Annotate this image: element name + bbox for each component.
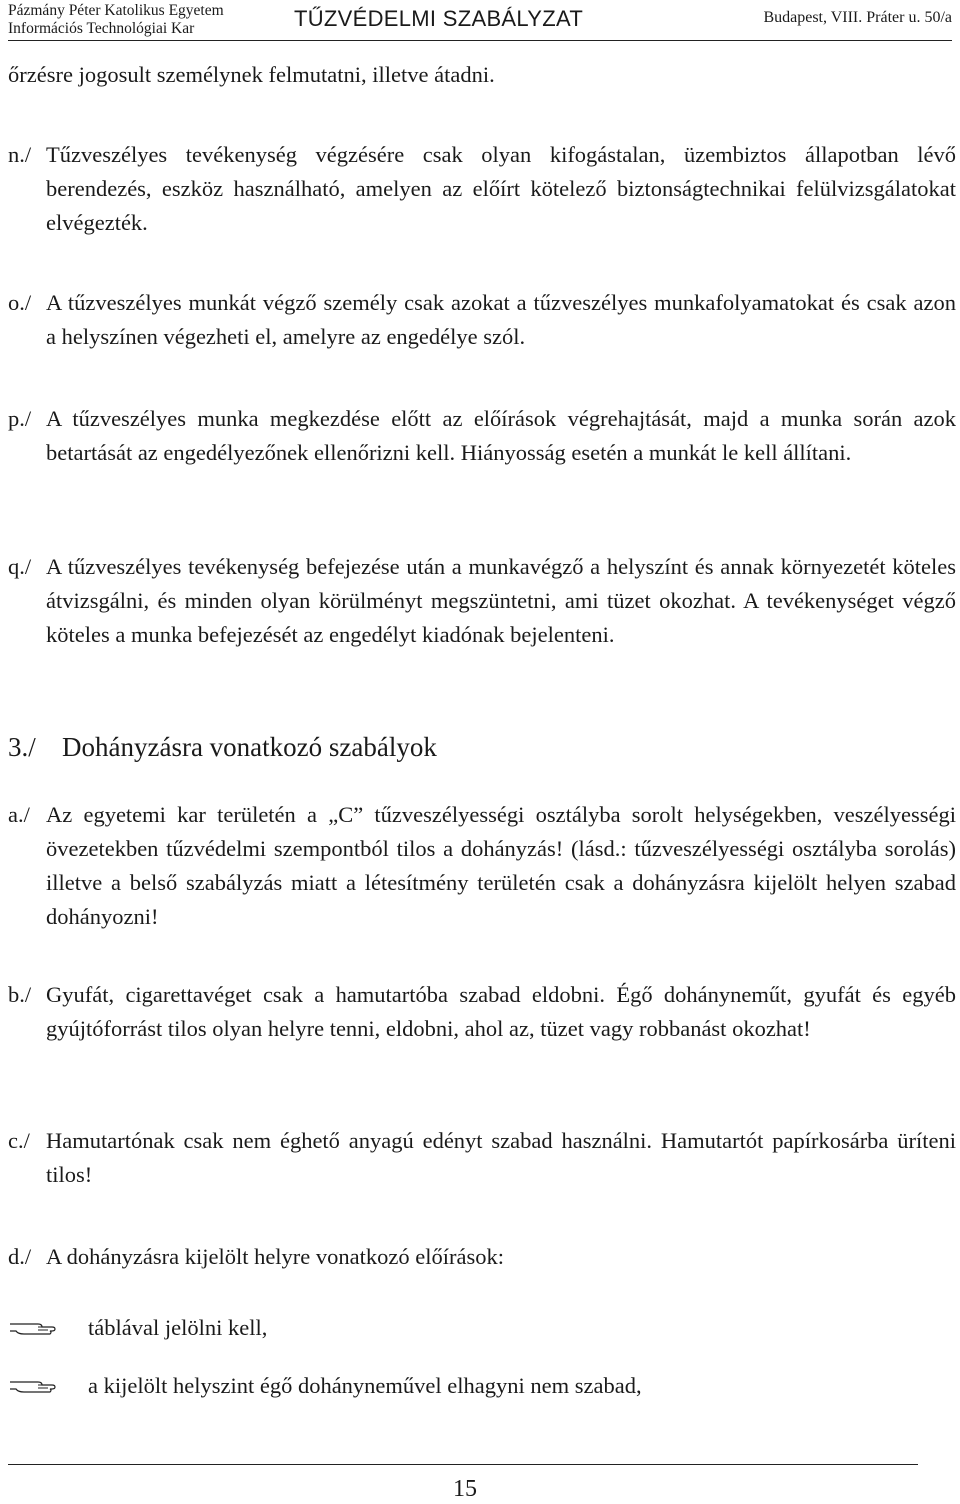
page-number: 15 [453,1476,477,1502]
item-label: c./ [8,1128,30,1153]
section-title: Dohányzásra vonatkozó szabályok [62,732,437,762]
item-text: A tűzveszélyes munka megkezdése előtt az előírások végrehajtását, majd a munka során azok betartását az engedélyezőnek ellenőrizni kell. Hiányosság esetén a munkát le kell állítani. [46,406,956,465]
footer-divider [8,1464,918,1465]
item-label: p./ [8,406,32,431]
pointing-hand-icon [8,1376,88,1396]
intro-paragraph: őrzésre jogosult személynek felmutatni, illetve átadni. [8,62,495,87]
section-heading [8,732,437,763]
header-address: Budapest, VIII. Práter u. 50/a [763,9,952,26]
section-number: 3./ [8,732,36,762]
header-title: TŰZVÉDELMI SZABÁLYZAT [294,6,584,31]
bullet-item [8,1369,642,1403]
item-text: A dohányzásra kijelölt helyre vonatkozó előírások: [46,1244,504,1269]
item-text: A tűzveszélyes munkát végző személy csak azokat a tűzveszélyes munkafolyamatokat és csak azon a helyszínen végezheti el, amelyre az engedélye szól. [46,290,956,349]
list-item-b [8,978,956,1046]
item-label: q./ [8,554,32,579]
item-text: A tűzveszélyes tevékenység befejezése után a munkavégző a helyszínt és annak környezetét köteles átvizsgálni, és minden olyan körülményt megszüntetni, ami tüzet okozhat. A tevékenységet végző köteles a munka befejezését az engedélyt kiadónak bejelenteni. [46,554,956,647]
item-label: a./ [8,802,30,827]
item-label: n./ [8,142,32,167]
header-faculty: Információs Technológiai Kar [8,20,195,37]
pointing-hand-icon [8,1318,88,1338]
list-item-a [8,798,956,934]
list-item-c [8,1124,956,1192]
item-label: b./ [8,982,32,1007]
item-label: d./ [8,1244,32,1269]
item-label: o./ [8,290,32,315]
item-text: Hamutartónak csak nem éghető anyagú edényt szabad használni. Hamutartót papírkosárba üríteni tilos! [46,1128,956,1187]
list-item-n [8,138,956,240]
list-item-q [8,550,956,652]
header-university: Pázmány Péter Katolikus Egyetem [8,2,224,19]
bullet-item [8,1311,267,1345]
item-text: Gyufát, cigarettavéget csak a hamutartóba szabad eldobni. Égő dohányneműt, gyufát és egyéb gyújtóforrást tilos olyan helyre tenni, eldobni, ahol az, tüzet vagy robbanást okozhat! [46,982,956,1041]
list-item-d [8,1240,956,1274]
item-text: Az egyetemi kar területén a „C” tűzveszélyességi osztályba sorolt helységekben, veszélyességi övezetekben tűzvédelmi szempontból tilos a dohányzás! (lásd.: tűzveszélyességi osztályba sorolás) illetve a belső szabályzás miatt a létesítmény területén csak a dohányzásra kijelölt helyen szabad dohányozni! [46,802,956,929]
bullet-text: a kijelölt helyszint égő dohányneművel elhagyni nem szabad, [88,1373,642,1398]
header-institution [8,2,224,38]
page-header [8,0,952,41]
list-item-p [8,402,956,470]
bullet-text: táblával jelölni kell, [88,1315,268,1340]
list-item-o [8,286,956,354]
item-text: Tűzveszélyes tevékenység végzésére csak olyan kifogástalan, üzembiztos állapotban lévő berendezés, eszköz használható, amelyen az előírt kötelező biztonságtechnikai felülvizsgálatokat elvégezték. [46,142,956,235]
